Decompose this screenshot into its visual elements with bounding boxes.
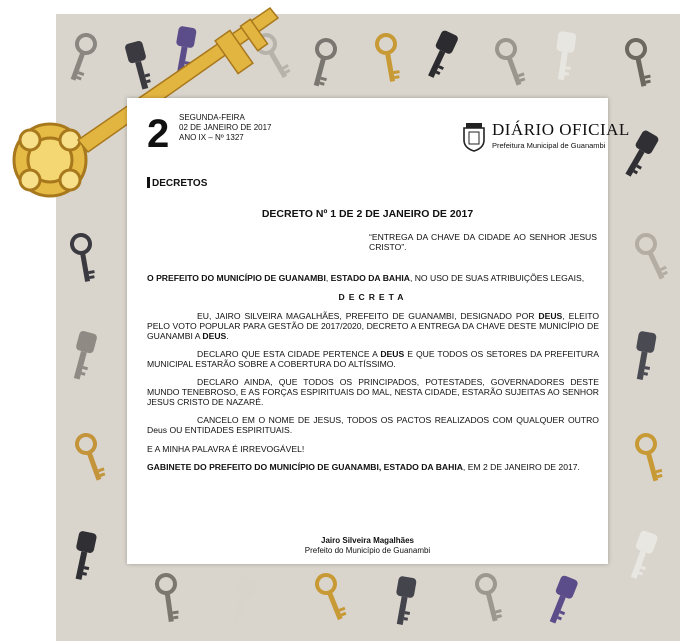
section-label: DECRETOS bbox=[152, 178, 208, 189]
paragraph-2 bbox=[147, 349, 599, 369]
p2-a: DECLARO QUE ESTA CIDADE PERTENCE A bbox=[197, 349, 381, 359]
section-marker bbox=[147, 177, 150, 188]
section-heading bbox=[147, 177, 207, 189]
issue-weekday: SEGUNDA-FEIRA bbox=[179, 113, 245, 122]
masthead-subtitle: Prefeitura Municipal de Guanambi bbox=[492, 141, 606, 150]
issue-meta bbox=[179, 113, 271, 143]
preamble-rest: , NO USO DE SUAS ATRIBUIÇÕES LEGAIS, bbox=[409, 273, 585, 283]
closing-rest: , EM 2 DE JANEIRO DE 2017. bbox=[462, 462, 580, 472]
decree-epigraph: “ENTREGA DA CHAVE DA CIDADE AO SENHOR JESUS CRISTO”. bbox=[369, 232, 597, 252]
decree-body bbox=[147, 273, 599, 472]
signature-role: Prefeito do Município de Guanambi bbox=[304, 546, 431, 555]
preamble-bold: O PREFEITO DO MUNICÍPIO DE GUANAMBI bbox=[147, 273, 326, 283]
p1-a: EU, JAIRO SILVEIRA MAGALHÃES, PREFEITO DE GUANAMBI, DESIGNADO POR bbox=[197, 311, 539, 321]
p1-b: DEUS bbox=[538, 311, 563, 321]
paragraph-4: CANCELO EM O NOME DE JESUS, TODOS OS PACTOS REALIZADOS COM QUALQUER OUTRO Deus OU ENTIDADES ESPIRITUAIS. bbox=[147, 415, 599, 435]
p2-c: E QUE TODOS OS SETORES DA PREFEITURA MUNICIPAL ESTARÃO SOBRE A COBERTURA DO ALTÍSSIMO. bbox=[147, 349, 599, 369]
paragraph-1 bbox=[147, 311, 599, 341]
decreta-heading: DECRETA bbox=[338, 292, 408, 302]
coat-of-arms-icon bbox=[460, 122, 488, 152]
document-page bbox=[127, 98, 630, 564]
decree-title: DECRETO Nº 1 DE 2 DE JANEIRO DE 2017 bbox=[261, 208, 474, 220]
paragraph-5: E A MINHA PALAVRA É IRREVOGÁVEL! bbox=[147, 444, 305, 454]
signature-block bbox=[127, 536, 608, 556]
issue-number: 2 bbox=[147, 112, 170, 156]
masthead-title: DIÁRIO OFICIAL bbox=[492, 120, 630, 139]
closing-paragraph bbox=[147, 462, 599, 472]
closing-bold: GABINETE DO PREFEITO DO MUNICÍPIO DE GUANAMBI, ESTADO DA BAHIA bbox=[147, 462, 463, 472]
signature-name: Jairo Silveira Magalhães bbox=[321, 536, 414, 545]
p1-e: . bbox=[226, 331, 229, 341]
masthead-logo bbox=[460, 120, 630, 154]
p1-d: DEUS bbox=[202, 331, 227, 341]
p1-c: , ELEITO PELO VOTO POPULAR PARA GESTÃO DE 2017/2020, DECRETO A ENTREGA DA CHAVE DESTE MUNICÍPIO DE GUANAMBI A bbox=[147, 311, 599, 341]
preamble-bold-2: ESTADO DA BAHIA bbox=[330, 273, 410, 283]
preamble-sep: , bbox=[325, 273, 331, 283]
paragraph-3: DECLARO AINDA, QUE TODOS OS PRINCIPADOS, POTESTADES, GOVERNADORES DESTE MUNDO TENEBROSO, E AS FORÇAS ESPIRITUAIS DO MAL, NESTA CIDADE, ESTARÃO SUJEITAS AO SENHOR JESUS CRISTO DE NAZARÉ. bbox=[147, 377, 599, 407]
issue-edition: ANO IX – Nº 1327 bbox=[179, 133, 244, 142]
p2-b: DEUS bbox=[380, 349, 405, 359]
decree-preamble bbox=[147, 273, 599, 283]
issue-date: 02 DE JANEIRO DE 2017 bbox=[179, 123, 272, 132]
